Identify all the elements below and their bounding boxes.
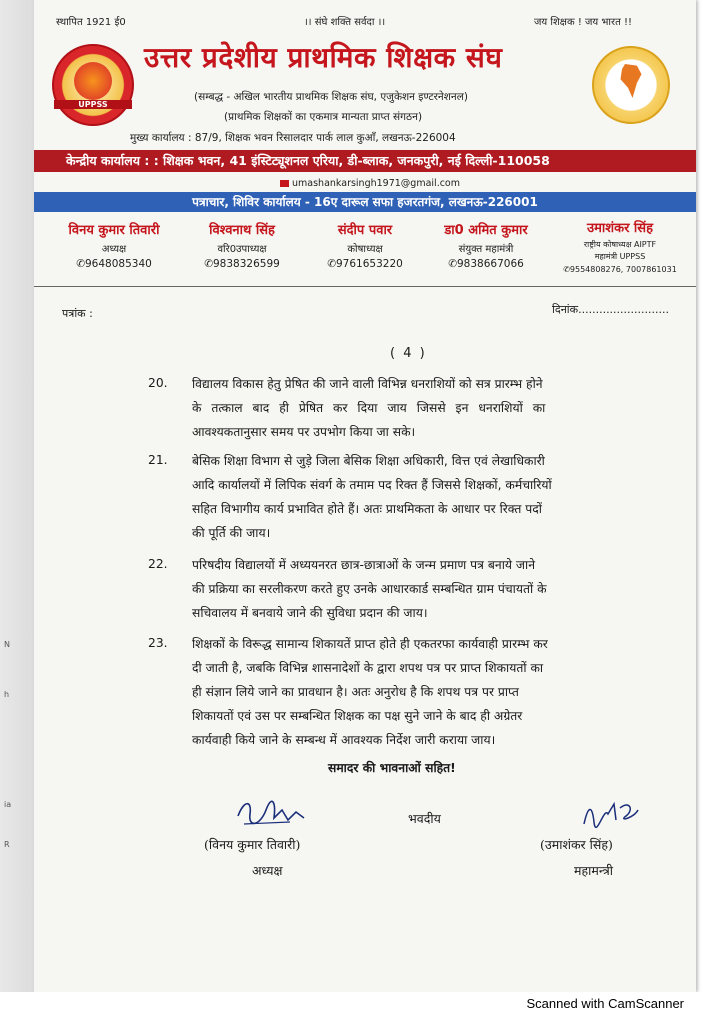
president-role: अध्यक्ष <box>252 863 283 878</box>
item-line: आदि कार्यालयों में लिपिक संवर्ग के तमाम पद रिक्त हैं जिससे शिक्षकों, कर्मचारियों <box>192 478 552 492</box>
official-role: संयुक्त महामंत्री <box>458 244 514 255</box>
item-number: 23. <box>148 636 168 650</box>
official-phone: ✆9648085340 <box>76 258 152 270</box>
list-item <box>192 632 672 752</box>
secretary-signature <box>574 796 644 836</box>
reference-label: पत्रांक : <box>62 307 93 320</box>
email-address: umashankarsingh1971@gmail.com <box>292 178 461 189</box>
official-name: उमाशंकर सिंह <box>587 221 653 236</box>
founded-text: स्थापित 1921 ई0 <box>56 17 126 28</box>
official-joint-secretary <box>426 220 546 270</box>
page-number: ( 4 ) <box>390 346 427 361</box>
official-treasurer <box>310 220 420 270</box>
official-name: विनय कुमार तिवारी <box>68 223 160 238</box>
official-phone: ✆9554808276, 7007861031 <box>563 265 677 274</box>
item-number: 22. <box>148 557 168 571</box>
list-item <box>192 372 672 444</box>
scanner-watermark: Scanned with CamScanner <box>526 996 684 1011</box>
recognition-text: (प्राथमिक शिक्षकों का एकमात्र मान्यता प्राप्त संगठन) <box>224 111 423 123</box>
item-line: सचिवालय में बनवाये जाने की सुविधा प्रदान की जाय। <box>192 606 428 620</box>
official-name: विश्वनाथ सिंह <box>209 223 275 238</box>
camp-office-bar <box>34 192 696 212</box>
background-desk-edge <box>0 0 34 992</box>
item-number: 20. <box>148 376 168 390</box>
item-line: की पूर्ति की जाय। <box>192 526 271 540</box>
email-line <box>280 178 460 189</box>
item-line: दी जाती है, जबकि विभिन्न शासनादेशों के द्वारा शपथ पत्र पर प्राप्त शिकायतों का <box>192 661 544 675</box>
stray-mark: R <box>4 840 10 849</box>
item-line: ही संज्ञान लिये जाने का प्रावधान है। अतः अनुरोध है कि शपथ पत्र पर प्राप्त <box>192 685 519 699</box>
central-office-bar <box>34 150 696 172</box>
seal-label: UPPSS <box>54 100 132 109</box>
secretary-name: (उमाशंकर सिंह) <box>540 837 613 852</box>
item-line: सहित विभागीय कार्य प्रभावित होते हैं। अतः प्राथमिकता के आधार पर रिक्त पदों <box>192 502 542 516</box>
main-office-address: मुख्य कार्यालय : 87/9, शिक्षक भवन रिसालदार पार्क लाल कुआँ, लखनऊ-226004 <box>130 132 456 144</box>
president-name: (विनय कुमार तिवारी) <box>204 837 301 852</box>
stray-mark: h <box>4 690 10 699</box>
header-divider <box>34 286 696 287</box>
official-role: वरि0उपाध्यक्ष <box>217 244 267 255</box>
torch-emblem-icon <box>74 62 112 100</box>
official-phone: ✆9761653220 <box>327 258 403 270</box>
official-name: डा0 अमित कुमार <box>444 223 528 238</box>
official-role: अध्यक्ष <box>101 244 127 255</box>
union-seal-logo <box>52 44 134 126</box>
official-role: राष्ट्रीय कोषाध्यक्ष AIPTF <box>583 240 657 249</box>
official-president <box>54 220 174 270</box>
email-icon <box>280 180 289 187</box>
president-signature <box>230 796 310 836</box>
official-phone: ✆9838667066 <box>448 258 524 270</box>
item-line: शिकायतों एवं उस पर सम्बन्धित शिक्षक का पक्ष सुने जाने के बाद ही अग्रेतर <box>192 709 523 723</box>
motto-text: ।। संघे शक्ति सर्वदा ।। <box>304 17 386 28</box>
list-item <box>192 553 672 625</box>
closing-salutation: समादर की भावनाओं सहित! <box>328 761 456 775</box>
item-line: के तत्काल बाद ही प्रेषित कर दिया जाय जिससे इन धनराशियों का <box>192 401 546 415</box>
camp-office-address: पत्राचार, शिविर कार्यालय - 16ए दारूल सफा हजरतगंज, लखनऊ-226001 <box>192 195 538 209</box>
yours-faithfully: भवदीय <box>408 811 441 826</box>
item-number: 21. <box>148 453 168 467</box>
official-senior-vice-president <box>182 220 302 270</box>
item-line: शिक्षकों के विरूद्ध सामान्य शिकायतें प्राप्त होते ही एकतरफा कार्यवाही प्रारम्भ कर <box>192 637 548 651</box>
slogan-text: जय शिक्षक ! जय भारत !! <box>534 17 633 28</box>
list-item <box>192 449 672 545</box>
official-role-secondary: महामंत्री UPPSS <box>594 252 646 261</box>
item-line: विद्यालय विकास हेतु प्रेषित की जाने वाली विभिन्न धनराशियों को सत्र प्रारम्भ होने <box>192 377 543 391</box>
official-phone: ✆9838326599 <box>204 258 280 270</box>
india-map-icon <box>616 64 646 98</box>
item-line: की प्रक्रिया का सरलीकरण करते हुए उनके आधारकार्ड सम्बन्धित ग्राम पंचायतों के <box>192 582 547 596</box>
secretary-role: महामन्त्री <box>574 863 614 878</box>
letter-sheet <box>34 0 696 992</box>
official-general-secretary <box>550 218 690 274</box>
organization-title: उत्तर प्रदेशीय प्राथमिक शिक्षक संघ <box>144 41 503 74</box>
item-line: कार्यवाही किये जाने के सम्बन्ध में आवश्यक निर्देश जारी कराया जाय। <box>192 733 496 747</box>
central-office-address: केन्द्रीय कार्यालय : : शिक्षक भवन, 41 इंस्टिट्यूशनल एरिया, डी-ब्लाक, जनकपुरी, नई दिल्ली-110058 <box>66 153 550 168</box>
stray-mark: ia <box>4 800 12 809</box>
item-line: बेसिक शिक्षा विभाग से जुड़े जिला बेसिक शिक्षा अधिकारी, वित्त एवं लेखाधिकारी <box>192 454 545 468</box>
aiptf-seal-logo <box>592 46 670 124</box>
item-line: आवश्यकतानुसार समय पर उपभोग किया जा सके। <box>192 425 416 439</box>
official-name: संदीप पवार <box>337 223 393 238</box>
date-label: दिनांक.......................... <box>552 303 670 316</box>
item-line: परिषदीय विद्यालयों में अध्ययनरत छात्र-छात्राओं के जन्म प्रमाण पत्र बनाये जाने <box>192 558 536 572</box>
affiliation-text: (सम्बद्ध - अखिल भारतीय प्राथमिक शिक्षक संघ, एजुकेशन इण्टरनेशनल) <box>194 91 468 103</box>
official-role: कोषाध्यक्ष <box>347 244 383 255</box>
stray-mark: N <box>4 640 10 649</box>
